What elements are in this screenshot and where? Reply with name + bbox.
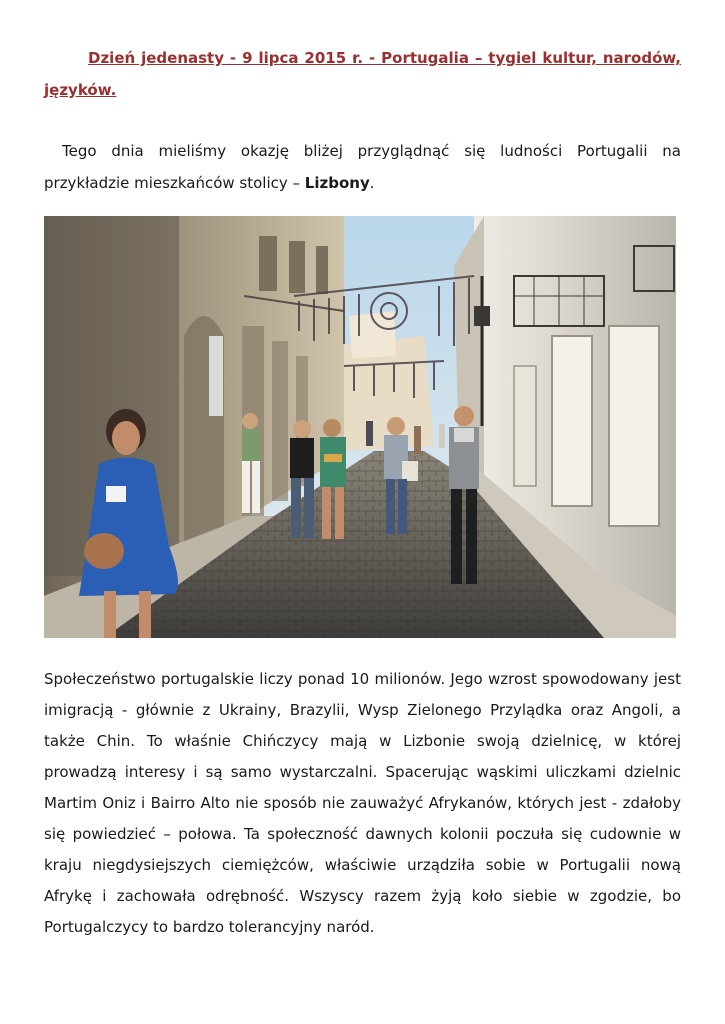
intro-text: Tego dnia mieliśmy okazję bliżej przyglądnąć się ludności Portugalii na przykładzie mieszkańców stolicy – <box>44 142 681 192</box>
document-page <box>44 0 681 1024</box>
intro-paragraph <box>44 135 681 199</box>
document-title: Dzień jedenasty - 9 lipca 2015 r. - Portugalia – tygiel kultur, narodów, języków. <box>44 49 681 99</box>
intro-end: . <box>369 174 375 192</box>
body-paragraph: Społeczeństwo portugalskie liczy ponad 10 milionów. Jego wzrost spowodowany jest imigracją - głównie z Ukrainy, Brazylii, Wysp Zielonego Przylądka oraz Angoli, a także Chin. To właśnie Chińczycy mają w Lizbonie swoją dzielnicę, w której prowadzą interesy i są samo wystarczalni. Spacerując wąskimi uliczkami dzielnic Martim Oniz i Bairro Alto nie sposób nie zauważyć Afrykanów, których jest - zdałoby się powiedzieć – połowa. Ta społeczność dawnych kolonii poczuła się cudownie w kraju niegdysiejszych ciemiężców, właściwie urządziła sobie w Portugalii nową Afrykę i zachowała odrębność. Wszyscy razem żyją koło siebie w zgodzie, bo Portugalczycy to bardzo tolerancyjny naród. <box>44 670 681 936</box>
street-photo <box>44 216 676 638</box>
intro-bold-city: Lizbony <box>304 174 370 192</box>
